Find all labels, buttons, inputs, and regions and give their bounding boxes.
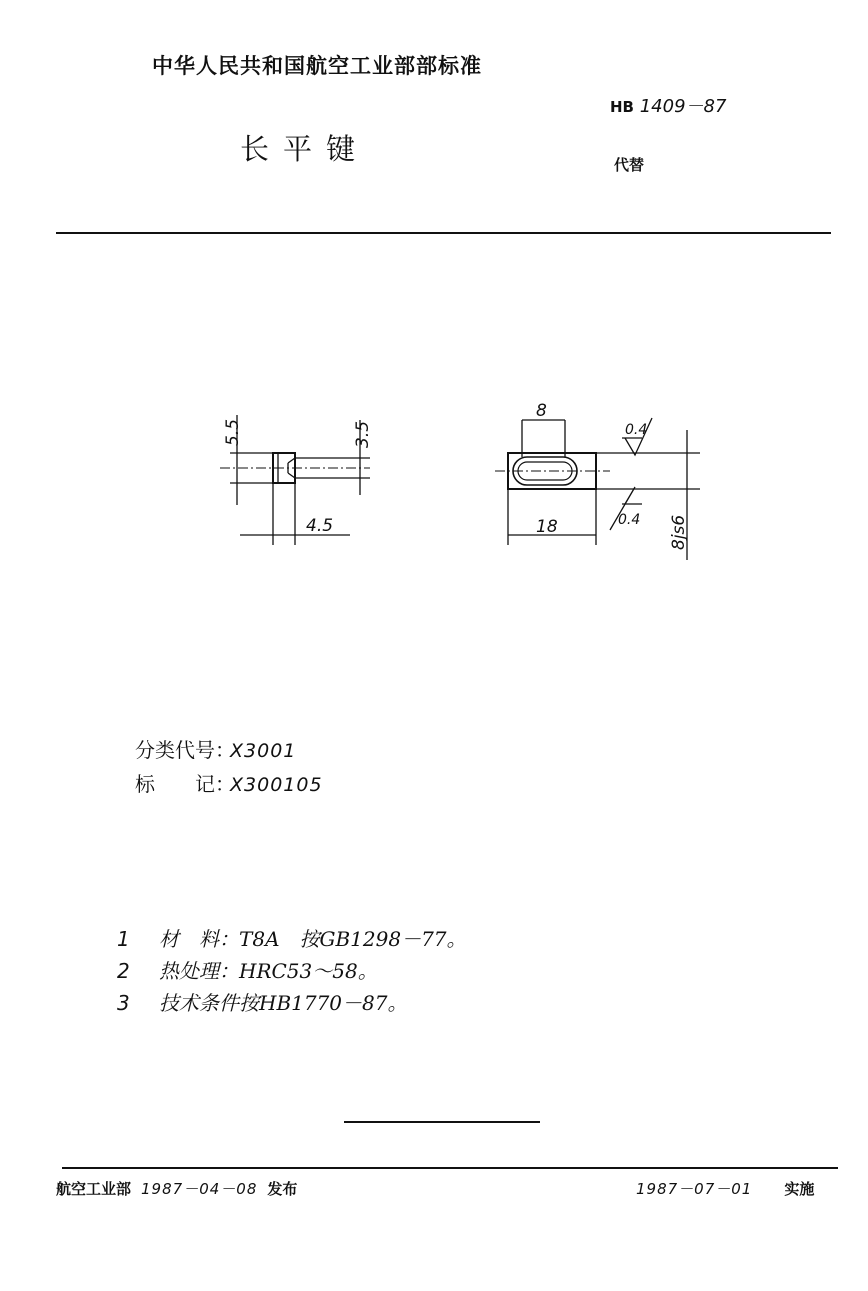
header-divider xyxy=(56,232,831,234)
footer-divider xyxy=(62,1167,838,1169)
roughness-top: 0.4 xyxy=(625,422,648,438)
note-number: 3 xyxy=(117,991,130,1015)
standard-code xyxy=(610,92,726,118)
issue-date: 1987－04－08 xyxy=(141,1180,258,1198)
note-number: 2 xyxy=(117,959,130,983)
footer-issue xyxy=(56,1178,297,1199)
marking-value: X300105 xyxy=(230,774,323,796)
end-rule xyxy=(344,1121,540,1123)
note-item xyxy=(117,923,467,952)
side-dim-depth: 3.5 xyxy=(353,420,373,448)
document-title: 长平键 xyxy=(240,132,370,166)
roughness-bottom: 0.4 xyxy=(618,512,641,528)
issue-label: 发布 xyxy=(267,1180,298,1198)
standard-code-number: 1409－87 xyxy=(639,96,727,117)
note-item xyxy=(117,987,408,1016)
issuer-name: 航空工业部 xyxy=(56,1180,132,1198)
note-text: 材 料：T8A 按GB1298－77。 xyxy=(159,927,467,951)
effective-label: 实施 xyxy=(784,1180,815,1198)
note-number: 1 xyxy=(117,927,130,951)
front-dim-tolerance: 8js6 xyxy=(669,514,689,550)
organization-title: 中华人民共和国航空工业部部标准 xyxy=(152,54,482,78)
note-text: 技术条件按HB1770－87。 xyxy=(159,991,408,1015)
effective-date: 1987－07－01 xyxy=(636,1180,753,1198)
note-text: 热处理：HRC53～58。 xyxy=(159,959,378,983)
front-dim-length: 18 xyxy=(536,517,558,537)
side-dim-height: 5.5 xyxy=(223,418,243,446)
side-dim-thickness: 4.5 xyxy=(306,516,334,536)
key-drawing xyxy=(200,390,710,565)
footer-effective xyxy=(636,1178,814,1199)
marking xyxy=(135,768,323,797)
note-item xyxy=(117,955,378,984)
standard-code-prefix: HB xyxy=(610,98,634,116)
marking-label: 标 记： xyxy=(135,772,235,796)
front-dim-width: 8 xyxy=(536,401,547,421)
classification-code-value: X3001 xyxy=(230,740,297,762)
replaces-label: 代替 xyxy=(614,156,645,174)
classification-code-label: 分类代号： xyxy=(135,738,235,762)
classification-code xyxy=(135,734,296,763)
